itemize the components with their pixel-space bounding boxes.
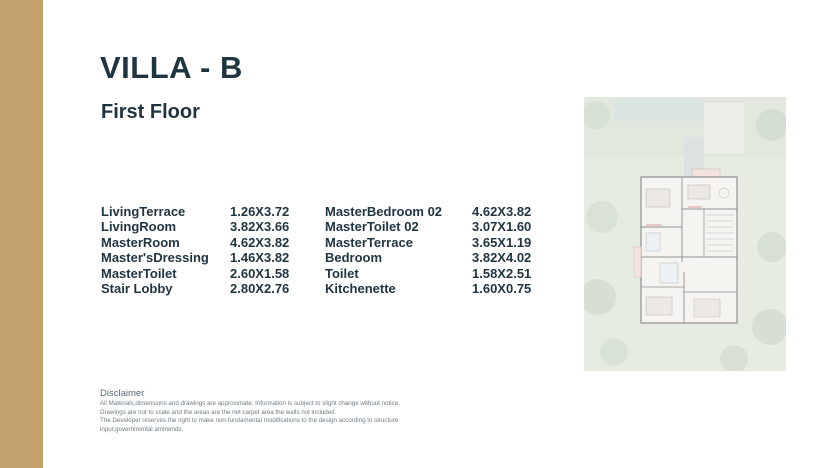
room-dimensions: 3.65X1.19 xyxy=(472,234,532,250)
room-name: MasterToilet xyxy=(101,265,177,281)
page-title: VILLA - B xyxy=(100,50,243,85)
room-dimensions: 4.62X3.82 xyxy=(472,204,532,219)
room-row xyxy=(325,235,531,250)
gold-side-bar xyxy=(0,0,43,468)
room-list-right xyxy=(325,204,531,296)
floor-plan-drawing xyxy=(584,97,786,371)
room-dimensions: 1.58X2.51 xyxy=(472,265,532,281)
disclaimer-line: The Developer reserves the right to make non-fundamental modifications to the design according to structure xyxy=(100,417,399,425)
room-dimensions: 3.07X1.60 xyxy=(472,219,532,235)
room-name: MasterBedroom 02 xyxy=(325,204,443,219)
room-dimensions: 4.62X3.82 xyxy=(230,234,290,250)
disclaimer-line: input,governmental ammends. xyxy=(100,425,184,433)
room-name: Master'sDressing xyxy=(101,250,209,266)
room-row xyxy=(101,281,289,296)
room-dimensions: 3.82X4.02 xyxy=(472,250,532,266)
room-row xyxy=(325,250,531,265)
floor-subtitle: First Floor xyxy=(101,101,200,123)
room-row xyxy=(325,219,531,234)
room-name: MasterToilet 02 xyxy=(325,219,419,235)
room-dimensions: 3.82X3.66 xyxy=(230,219,290,235)
room-dimensions: 1.60X0.75 xyxy=(472,280,532,296)
floor-plan-image xyxy=(584,97,786,371)
room-dimensions: 2.60X1.58 xyxy=(230,265,290,281)
room-name: Stair Lobby xyxy=(101,280,173,296)
room-name: LivingTerrace xyxy=(101,204,186,219)
room-name: MasterTerrace xyxy=(325,234,413,250)
room-dimensions: 2.80X2.76 xyxy=(230,280,290,296)
room-name: MasterRoom xyxy=(101,234,180,250)
room-list-left xyxy=(101,204,289,296)
room-name: Bedroom xyxy=(325,250,383,266)
disclaimer-line: All Materials,dimensions and drawings are approximate. Information is subject to slight change without notice. xyxy=(100,400,400,407)
room-name: Toilet xyxy=(325,265,359,281)
disclaimer-line: Drawings are not to scale and the areas are the net carpet area the walls not included. xyxy=(100,408,337,416)
room-row xyxy=(101,250,289,265)
room-row xyxy=(325,204,531,219)
room-row xyxy=(101,235,289,250)
room-dimensions: 1.26X3.72 xyxy=(230,204,290,219)
disclaimer-title: Disclaimer xyxy=(100,388,145,399)
room-row xyxy=(101,266,289,281)
room-row xyxy=(101,219,289,234)
room-name: LivingRoom xyxy=(101,219,177,235)
disclaimer xyxy=(100,388,520,434)
room-row xyxy=(101,204,289,219)
room-dimensions: 1.46X3.82 xyxy=(230,250,290,266)
room-row xyxy=(325,266,531,281)
room-name: Kitchenette xyxy=(325,280,396,296)
room-row xyxy=(325,281,531,296)
